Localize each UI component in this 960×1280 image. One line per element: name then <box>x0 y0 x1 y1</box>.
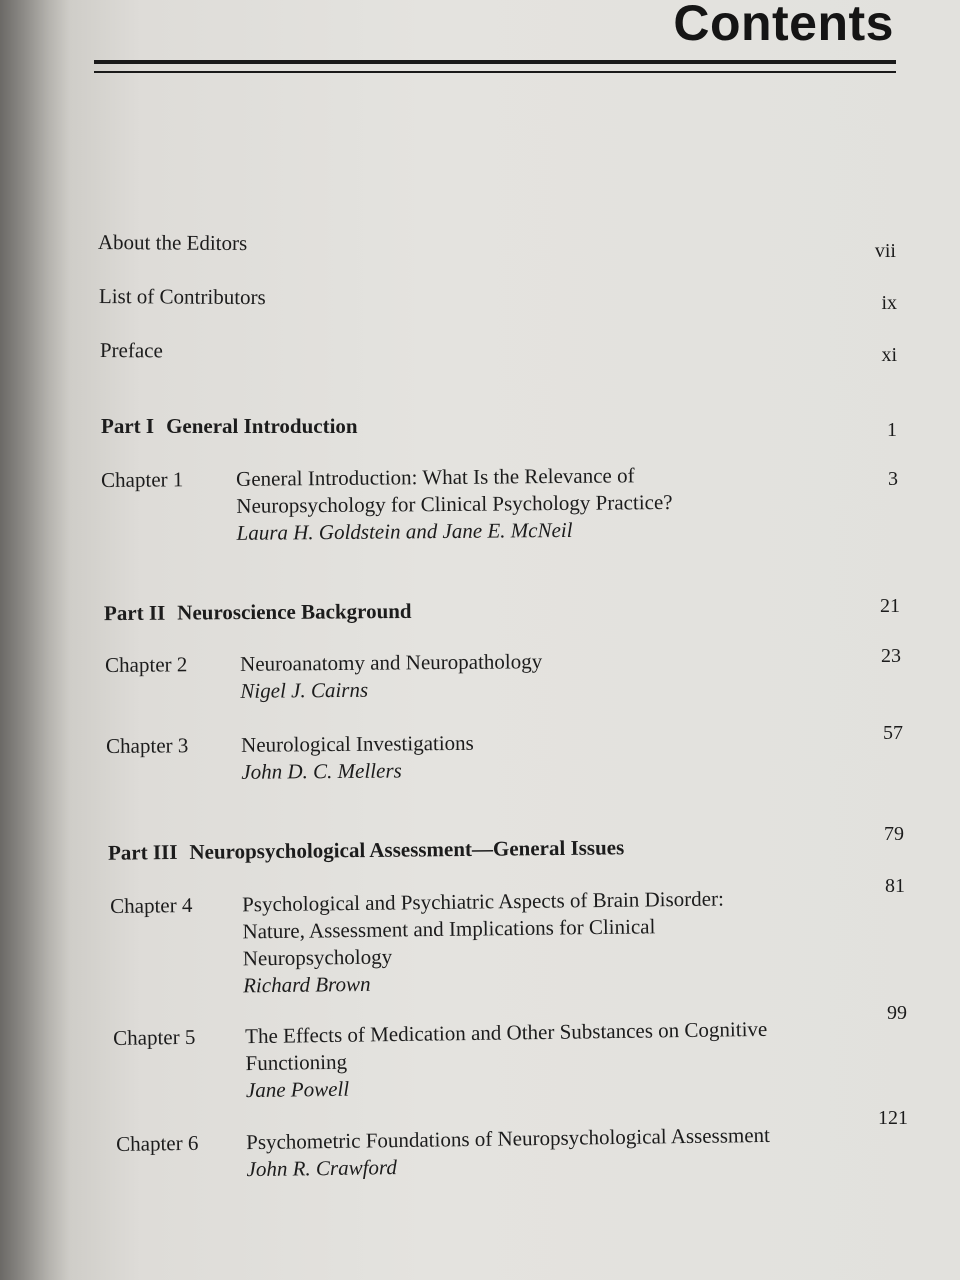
chapter-text <box>241 730 474 786</box>
chapter-label: Chapter 4 <box>110 892 193 918</box>
chapter-text <box>245 1016 768 1104</box>
chapter-text <box>236 462 673 547</box>
chapter-title-line: Neuropsychology for Clinical Psychology Practice? <box>236 490 673 518</box>
toc-part-2 <box>104 599 412 626</box>
chapter-author: John R. Crawford <box>246 1155 398 1182</box>
chapter-title-line: Neuroanatomy and Neuropathology <box>240 649 543 676</box>
chapter-author: John D. C. Mellers <box>241 758 402 784</box>
part-title: General Introduction <box>166 414 358 438</box>
chapter-title-line: Neurological Investigations <box>241 730 474 757</box>
page-number: 57 <box>883 722 903 744</box>
chapter-title-line: Neuropsychology <box>242 944 393 971</box>
title-rule-thick <box>94 60 896 64</box>
page-number: vii <box>874 240 896 262</box>
part-label: Part I <box>101 414 155 438</box>
chapter-title-line: Psychometric Foundations of Neuropsychological Assessment <box>246 1122 771 1155</box>
toc-part-1 <box>101 414 358 439</box>
page-number: xi <box>881 344 897 366</box>
page-number: 21 <box>880 595 900 617</box>
chapter-label: Chapter 5 <box>113 1024 196 1050</box>
part-label: Part II <box>103 600 166 626</box>
page-number: 3 <box>888 468 898 490</box>
chapter-title-line: General Introduction: What Is the Relevance of <box>236 463 635 491</box>
page-number: 79 <box>884 823 904 845</box>
chapter-title-line: The Effects of Medication and Other Substances on Cognitive <box>245 1016 768 1049</box>
chapter-author: Jane Powell <box>245 1076 350 1103</box>
chapter-author: Laura H. Goldstein and Jane E. McNeil <box>236 517 573 545</box>
chapter-author: Richard Brown <box>242 971 371 998</box>
title-rule-thin <box>94 71 896 73</box>
chapter-text <box>240 648 543 705</box>
chapter-label: Chapter 3 <box>106 733 189 758</box>
chapter-author: Nigel J. Cairns <box>240 677 369 703</box>
chapter-title-line: Psychological and Psychiatric Aspects of Brain Disorder: <box>242 886 725 917</box>
page-number: 23 <box>881 645 901 667</box>
front-matter-title: Preface <box>99 337 163 363</box>
chapter-text <box>246 1122 770 1183</box>
front-matter-title: About the Editors <box>97 229 248 256</box>
page-number: 81 <box>885 875 905 897</box>
chapter-label: Chapter 2 <box>105 652 188 677</box>
page-title: Contents <box>673 0 894 51</box>
page-number: ix <box>881 292 897 314</box>
part-title: Neuroscience Background <box>177 598 412 625</box>
chapter-title-line: Nature, Assessment and Implications for Clinical <box>242 914 656 944</box>
page-number: 1 <box>887 419 897 441</box>
page-number: 99 <box>887 1002 907 1024</box>
chapter-text <box>242 886 725 1000</box>
front-matter-title: List of Contributors <box>98 283 266 310</box>
book-gutter-shadow <box>0 0 70 1280</box>
chapter-title-line: Functioning <box>245 1049 348 1076</box>
part-label: Part III <box>107 839 178 865</box>
chapter-label: Chapter 6 <box>116 1130 199 1156</box>
part-title: Neuropsychological Assessment—General Issues <box>189 835 625 864</box>
chapter-label: Chapter 1 <box>101 467 184 492</box>
page-number: 121 <box>878 1107 908 1129</box>
